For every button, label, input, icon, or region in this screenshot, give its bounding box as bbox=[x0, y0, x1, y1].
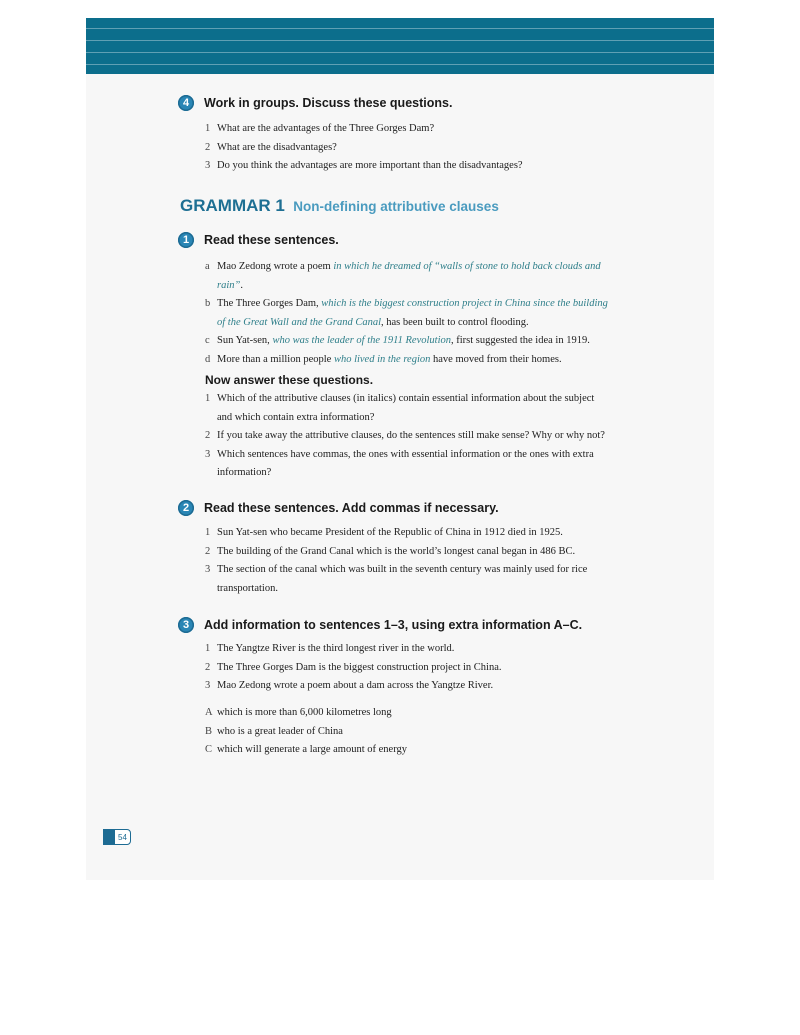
list-item: 3 Which sentences have commas, the ones with essential information or the ones with extra bbox=[205, 448, 594, 460]
list-item: d More than a million people who lived in the region have moved from their homes. bbox=[205, 353, 562, 365]
comma-sentences bbox=[205, 524, 587, 598]
section-number-badge: 3 bbox=[178, 617, 194, 633]
section-title: Read these sentences. bbox=[204, 233, 339, 247]
list-item-continuation: information? bbox=[217, 467, 272, 478]
list-item-continuation: transportation. bbox=[217, 582, 278, 594]
list-item: a Mao Zedong wrote a poem in which he dreamed of “walls of stone to hold back clouds and bbox=[205, 261, 601, 272]
page-number-tab bbox=[103, 829, 131, 845]
discussion-questions bbox=[205, 120, 523, 176]
base-sentences bbox=[205, 640, 502, 696]
list-item: 2 If you take away the attributive clauses, do the sentences still make sense? Why or why not? bbox=[205, 430, 605, 441]
list-item: C which will generate a large amount of energy bbox=[205, 744, 407, 755]
list-item: c Sun Yat-sen, who was the leader of the 1911 Revolution, first suggested the idea in 1919. bbox=[205, 335, 590, 346]
list-item-continuation: of the Great Wall and the Grand Canal, has been built to control flooding. bbox=[217, 316, 529, 328]
exercise-3-heading bbox=[178, 617, 582, 633]
section-title: Read these sentences. Add commas if necessary. bbox=[204, 501, 499, 515]
list-item: A which is more than 6,000 kilometres long bbox=[205, 707, 392, 718]
list-item: B who is a great leader of China bbox=[205, 725, 343, 737]
list-item-continuation: and which contain extra information? bbox=[217, 411, 375, 423]
grammar-label: GRAMMAR 1 bbox=[180, 196, 285, 215]
section-number-badge: 2 bbox=[178, 500, 194, 516]
list-item: 2 What are the disadvantages? bbox=[205, 141, 337, 153]
answer-questions bbox=[205, 390, 605, 483]
grammar-topic: Non-defining attributive clauses bbox=[293, 199, 499, 214]
grammar-title bbox=[180, 196, 499, 216]
exercise-2-heading bbox=[178, 500, 499, 516]
list-item: 3 The section of the canal which was built in the seventh century was mainly used for rice bbox=[205, 564, 588, 575]
section-number-badge: 1 bbox=[178, 232, 194, 248]
list-item: 1 What are the advantages of the Three Gorges Dam? bbox=[205, 123, 435, 134]
list-item: 1 Sun Yat-sen who became President of the Republic of China in 1912 died in 1925. bbox=[205, 527, 563, 538]
example-sentences bbox=[205, 258, 608, 369]
section-title: Work in groups. Discuss these questions. bbox=[204, 96, 453, 110]
list-item: 2 The Three Gorges Dam is the biggest construction project in China. bbox=[205, 661, 502, 673]
page-number: 54 bbox=[114, 829, 131, 845]
list-item: 3 Do you think the advantages are more important than the disadvantages? bbox=[205, 160, 523, 171]
now-answer-heading: Now answer these questions. bbox=[205, 373, 374, 387]
list-item: 3 Mao Zedong wrote a poem about a dam across the Yangtze River. bbox=[205, 680, 494, 691]
section-title: Add information to sentences 1–3, using extra information A–C. bbox=[204, 618, 583, 632]
exercise-1-heading bbox=[178, 232, 339, 248]
section-4-heading bbox=[178, 95, 452, 111]
extra-information bbox=[205, 704, 407, 760]
list-item: b The Three Gorges Dam, which is the biggest construction project in China since the building bbox=[205, 298, 608, 309]
section-number-badge: 4 bbox=[178, 95, 194, 111]
list-item: 2 The building of the Grand Canal which is the world’s longest canal began in 486 BC. bbox=[205, 545, 576, 557]
list-item-continuation: rain”. bbox=[217, 279, 243, 291]
list-item: 1 Which of the attributive clauses (in italics) contain essential information about the subject bbox=[205, 393, 595, 404]
list-item: 1 The Yangtze River is the third longest river in the world. bbox=[205, 643, 455, 654]
